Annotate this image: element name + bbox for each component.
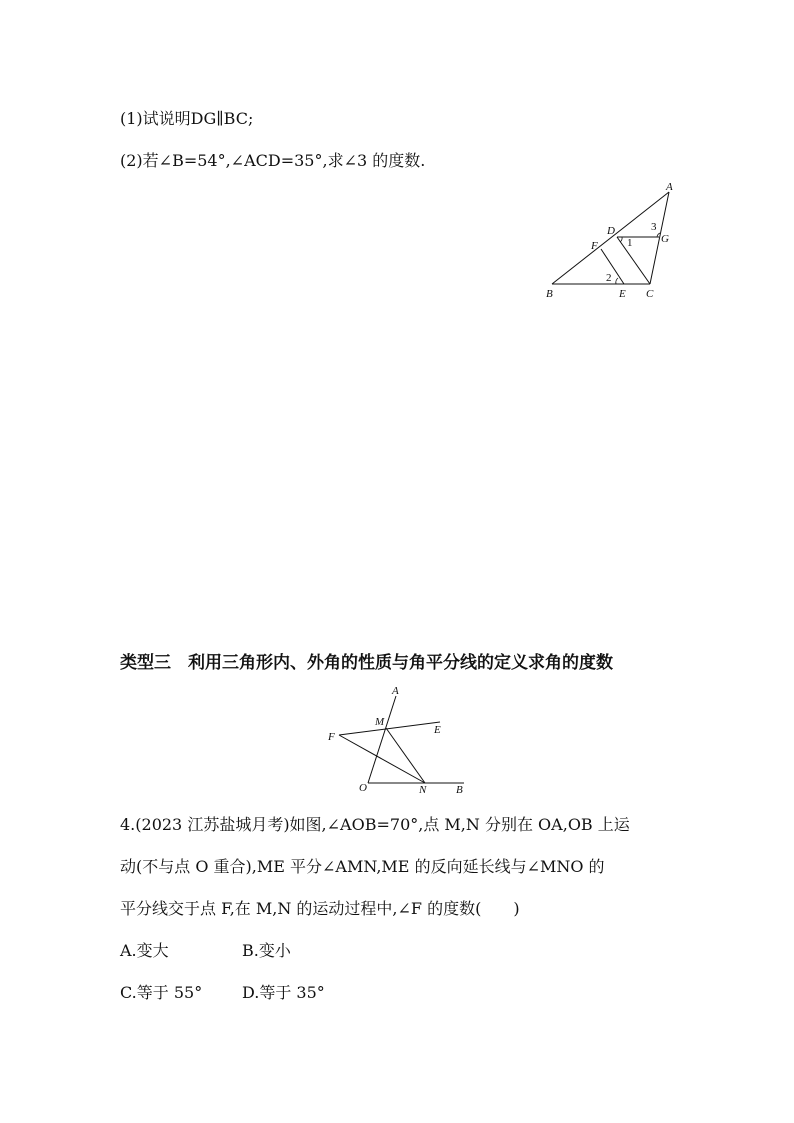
label-A: A <box>666 181 673 193</box>
q3-triangle-figure <box>540 180 690 305</box>
label-F: F <box>328 731 335 743</box>
label-B: B <box>456 784 463 796</box>
label-M: M <box>375 716 385 728</box>
option-D[interactable]: D.等于 35° <box>242 983 325 1002</box>
label-angle-3: 3 <box>651 221 657 233</box>
label-E: E <box>434 724 441 736</box>
label-E: E <box>619 288 626 300</box>
q4-line1: 4.(2023 江苏盐城月考)如图,∠AOB=70°,点 M,N 分别在 OA,OB 上运 <box>120 815 630 834</box>
segment-BA <box>552 192 669 284</box>
q3-part1: (1)试说明DG∥BC; <box>120 109 254 128</box>
label-angle-2: 2 <box>606 272 612 284</box>
label-A: A <box>392 685 399 697</box>
label-O: O <box>359 782 367 794</box>
angle-2-arc <box>616 278 618 284</box>
segment-DC <box>617 237 650 284</box>
label-C: C <box>646 288 654 300</box>
ray-OA <box>368 696 396 783</box>
q4-line3: 平分线交于点 F,在 M,N 的运动过程中,∠F 的度数( ) <box>120 899 520 918</box>
segment-MN <box>386 728 425 783</box>
segment-FN <box>339 735 425 783</box>
label-B: B <box>546 288 553 300</box>
label-angle-1: 1 <box>627 237 633 249</box>
label-G: G <box>661 233 669 245</box>
angle-1-arc <box>620 237 622 242</box>
q3-part2: (2)若∠B=54°,∠ACD=35°,求∠3 的度数. <box>120 151 426 170</box>
label-F: F <box>591 240 598 252</box>
section-heading: 类型三 利用三角形内、外角的性质与角平分线的定义求角的度数 <box>120 653 613 673</box>
q4-angle-figure <box>322 684 472 799</box>
q4-line2: 动(不与点 O 重合),ME 平分∠AMN,ME 的反向延长线与∠MNO 的 <box>120 857 605 876</box>
option-B[interactable]: B.变小 <box>242 941 291 960</box>
segment-FE <box>601 249 624 284</box>
label-D: D <box>607 225 615 237</box>
option-C[interactable]: C.等于 55° <box>120 983 203 1002</box>
label-N: N <box>419 784 427 796</box>
option-A[interactable]: A.变大 <box>120 941 169 960</box>
